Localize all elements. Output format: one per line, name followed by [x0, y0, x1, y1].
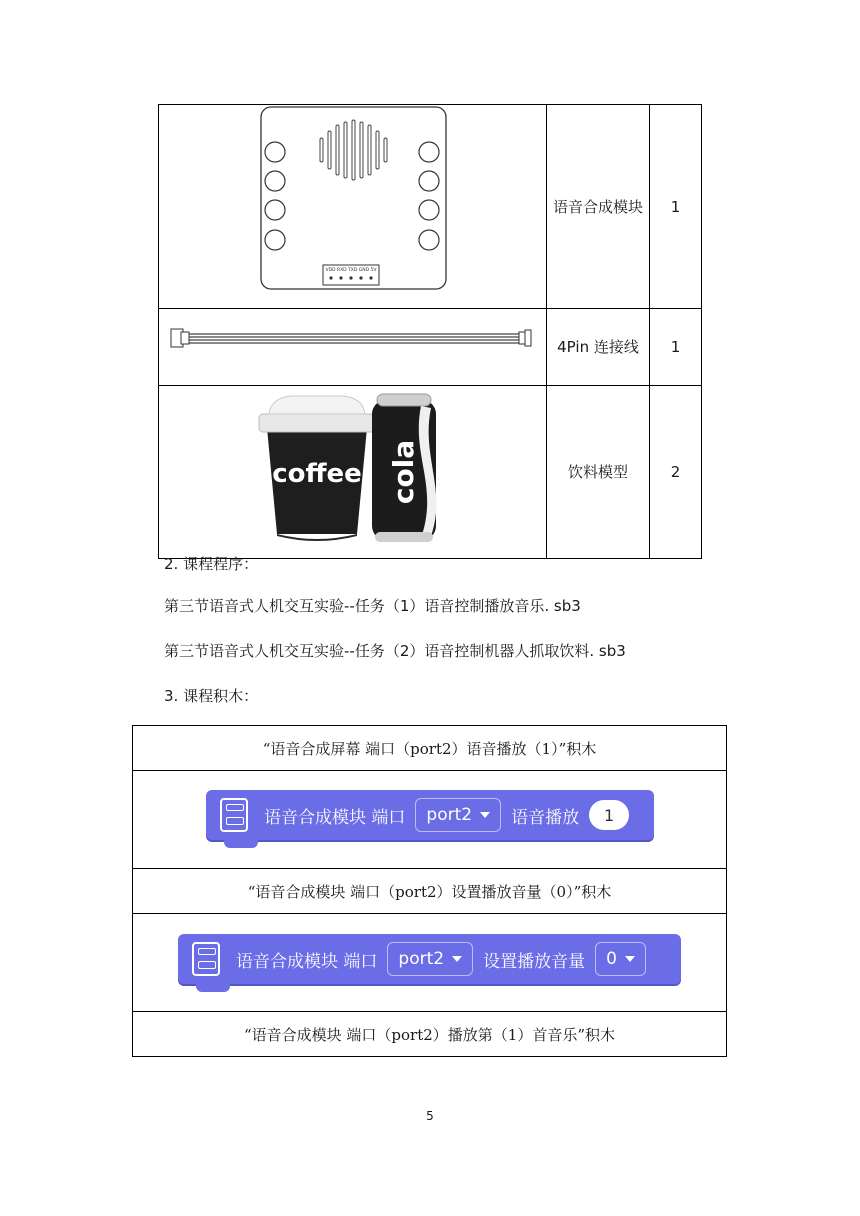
svg-text:coffee: coffee	[272, 459, 362, 489]
section-2-heading: 2. 课程程序：	[164, 555, 259, 573]
parts-row	[159, 105, 702, 309]
section-3-heading: 3. 课程积木：	[164, 687, 259, 705]
part-qty-cell	[650, 386, 702, 559]
coffee-cup	[259, 396, 375, 541]
part-name: 语音合成模块	[552, 197, 643, 216]
set-volume-block	[178, 934, 681, 984]
part-qty-cell	[650, 105, 702, 309]
value-input[interactable]: 1	[589, 800, 629, 830]
program-file: 第三节语音式人机交互实验--任务（2）语音控制机器人抓取饮料. sb3	[164, 642, 626, 660]
page-number: 5	[426, 1109, 434, 1123]
block-caption: “语音合成模块 端口（port2）播放第（1）首音乐”积木	[133, 1012, 727, 1057]
block-label: 语音合成模块 端口	[264, 807, 406, 828]
cola-can	[372, 394, 436, 542]
svg-text:VDD RXD TXD GND 5V: VDD RXD TXD GND 5V	[325, 268, 377, 273]
parts-row	[159, 309, 702, 386]
module-image-cell	[159, 105, 547, 309]
parts-row	[159, 386, 702, 559]
block-action: 语音播放	[511, 807, 580, 828]
block-label: 语音合成模块 端口	[236, 951, 378, 972]
part-qty-cell	[650, 309, 702, 386]
block-action: 设置播放音量	[483, 951, 586, 972]
blocks-table	[132, 725, 727, 1057]
part-qty: 1	[670, 338, 681, 356]
block-caption: “语音合成屏幕 端口（port2）语音播放（1）”积木	[133, 726, 727, 771]
part-name-cell	[547, 105, 650, 309]
port-dropdown[interactable]: port2	[415, 798, 501, 832]
part-name: 4Pin 连接线	[557, 338, 639, 356]
chevron-down-icon	[480, 812, 490, 818]
part-qty: 2	[670, 463, 681, 481]
part-name: 饮料模型	[567, 463, 628, 481]
drink-models-image	[159, 386, 546, 554]
4pin-cable-image	[159, 309, 546, 381]
volume-dropdown[interactable]: 0	[595, 942, 646, 976]
voice-synthesis-module-image	[159, 105, 546, 304]
program-file: 第三节语音式人机交互实验--任务（1）语音控制播放音乐. sb3	[164, 597, 581, 615]
voice-module-icon	[192, 942, 220, 976]
port-dropdown[interactable]: port2	[387, 942, 473, 976]
part-name-cell	[547, 309, 650, 386]
voice-module-icon	[220, 798, 248, 832]
cable-image-cell	[159, 309, 547, 386]
chevron-down-icon	[452, 956, 462, 962]
parts-table	[158, 104, 702, 559]
part-name-cell	[547, 386, 650, 559]
chevron-down-icon	[625, 956, 635, 962]
voice-play-block	[206, 790, 654, 840]
drinks-image-cell	[159, 386, 547, 559]
part-qty: 1	[670, 197, 681, 216]
svg-text:cola: cola	[387, 439, 420, 505]
block-caption: “语音合成模块 端口（port2）设置播放音量（0）”积木	[133, 869, 727, 914]
